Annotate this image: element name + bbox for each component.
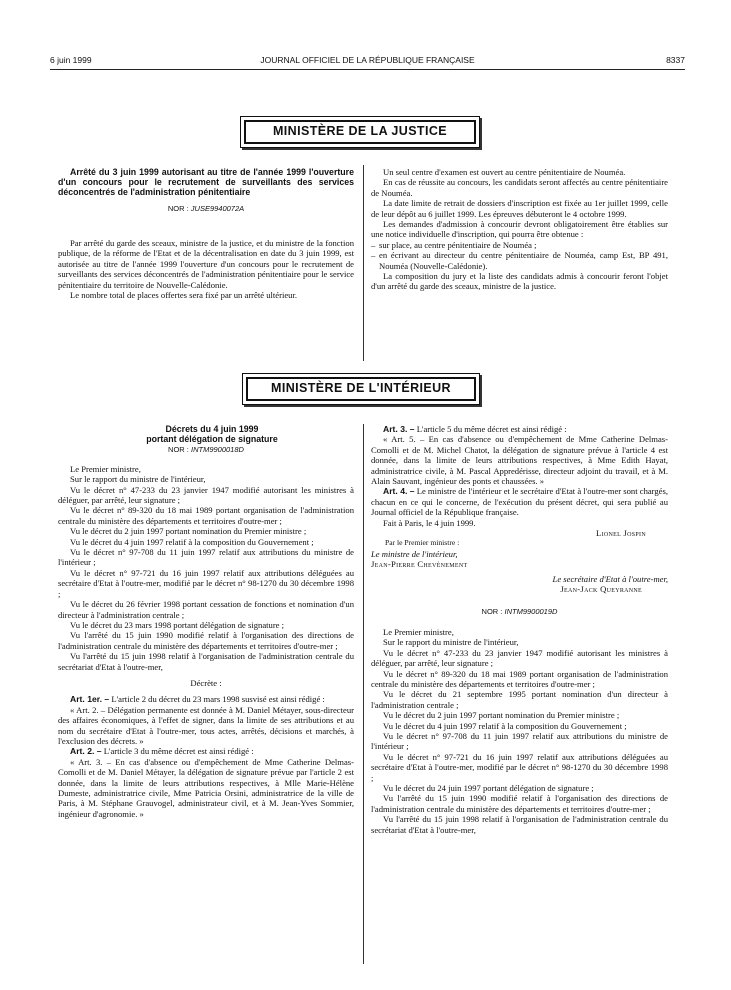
visa: Vu le décret n° 97-708 du 11 juin 1997 relatif aux attributions du ministre de l'intérieur ; [371,730,668,752]
visa: Vu le décret du 2 juin 1997 portant nomination du Premier ministre ; [70,526,307,537]
ministry-box-justice [240,116,480,148]
list-item: – sur place, au centre pénitentiaire de Nouméa ; [371,240,668,250]
visa: Vu le décret du 24 juin 1997 portant délégation de signature ; [383,783,594,793]
header-date: 6 juin 1999 [50,55,92,65]
paragraph: La date limite de retrait de dossiers d'inscription est fixée au 1er juillet 1999, celle de leur dépôt au 6 juillet 1999. Les épreuves débuteront le 4 octobre 1999. [371,198,668,219]
nor-reference [58,204,354,214]
paragraph: Par arrêté du garde des sceaux, ministre de la justice, et du ministre de la fonction publique, de la réforme de l'Etat et de la décentralisation en date du 3 juin 1999, est autorisée au titre de l'année 1999 l'ouverture d'un concours pour le recrutement de surveillants des services déconcentrés de l'administration pénitentiaire pour le service pénitentiaire du territoire de Nouvelle-Calédonie. [58,238,354,290]
visa: Le Premier ministre, [383,626,454,637]
visa: Vu le décret du 4 juin 1997 relatif à la composition du Gouvernement ; [70,536,314,547]
nor-code: INTM9900019D [504,606,558,616]
header-journal-title: JOURNAL OFFICIEL DE LA RÉPUBLIQUE FRANÇAISE [260,55,475,65]
interieur-left-column [58,424,354,819]
visa: Vu le décret n° 89-320 du 18 mai 1989 portant organisation de l'administration centrale du ministère des départements et territoires d'outre-mer ; [58,505,354,526]
visa: Vu l'arrêté du 15 juin 1990 modifié relatif à l'organisation des directions de l'administration centrale du ministère des départements et territoires d'outre-mer ; [371,793,668,814]
visa: Sur le rapport du ministre de l'intérieur, [383,637,519,648]
ministry-title-justice: MINISTÈRE DE LA JUSTICE [244,120,476,144]
visa: Sur le rapport du ministre de l'intérieur, [70,474,206,485]
column-divider [363,165,364,361]
paragraph: Le nombre total de places offertes sera fixé par un arrêté ultérieur. [70,290,297,301]
visa: Vu l'arrêté du 15 juin 1990 modifié relatif à l'organisation des directions de l'administration centrale du ministère des départements et territoires d'outre-mer ; [58,630,354,651]
decrete-heading: Décrète : [190,677,222,688]
ministry-title-interieur: MINISTÈRE DE L'INTÉRIEUR [246,377,476,401]
paragraph: Les demandes d'admission à concourir devront obligatoirement être établies sur une notice individuelle d'inscription, qui pourra être obtenue : [371,219,668,240]
article-text: L'article 2 du décret du 23 mars 1998 susvisé est ainsi rédigé : [111,694,325,705]
visa: Vu le décret du 26 février 1998 portant cessation de fonctions et nomination d'un directeur à l'administration centrale ; [58,599,354,620]
visa: Vu le décret n° 47-233 du 23 janvier 1947 modifié autorisant les ministres à déléguer, par arrêté, leur signature ; [371,647,668,669]
visa: Vu l'arrêté du 15 juin 1998 relatif à l'organisation de l'administration centrale du secrétariat d'Etat à l'outre-mer, [58,651,354,672]
article-1-quote: « Art. 2. – Délégation permanente est donnée à M. Daniel Métayer, sous-directeur des affaires économiques, à l'effet de signer, dans la limite de ses attributions et au nom du secrétaire d'Etat à l'outre-mer, tous actes, arrêtés, décisions et marchés, à l'exclusion des décrets. » [58,704,354,746]
nor-code: JUSE9940072A [190,203,245,213]
header-rule [50,69,685,70]
article-2 [58,746,354,756]
nor-label: NOR : [481,606,503,616]
visa: Vu le décret n° 89-320 du 18 mai 1989 portant organisation de l'administration centrale du ministère des départements et territoires d'outre-mer ; [371,668,668,689]
list-item: – en écrivant au directeur du centre pénitentiaire de Nouméa, camp Est, BP 491, Nouméa (Nouvelle-Calédonie). [371,250,668,271]
paragraph: La composition du jury et la liste des candidats admis à concourir feront l'objet d'un arrêté du garde des sceaux, ministre de la justice. [371,271,668,292]
article-2-quote: « Art. 3. – En cas d'absence ou d'empêchement de Mme Catherine Delmas-Comolli et de M. Daniel Métayer, la délégation de signature prévue par l'article 2 est donnée, dans la limite de leurs attributions respectives, à Mlle Marie-Hélène Dumeste, administratrice civile, Mme Patricia Orsini, administratrice de la ville de Paris, à M. Stéphane Grauvogel, administrateur civil, et à M. Jean-Yves Sommier, ingénieur d'agronomie. » [58,756,354,819]
nor-code: INTM9900018D [190,445,244,455]
article-label: Art. 3. – [383,424,415,434]
article-label: Art. 2. – [70,746,102,757]
article-label: Art. 4. – [383,486,415,497]
visa: Vu le décret du 2 juin 1997 portant nomination du Premier ministre ; [383,710,620,721]
nor-reference [58,445,354,455]
visa: Vu le décret n° 97-721 du 16 juin 1997 relatif aux attributions déléguées au secrétaire d'Etat à l'outre-mer, modifié par le décret n° 98-1270 du 30 décembre 1998 ; [58,567,354,599]
decrets-subtitle: portant délégation de signature [146,434,278,445]
article-4 [371,486,668,517]
visa: Vu l'arrêté du 15 juin 1998 relatif à l'organisation de l'administration centrale du secrétariat d'Etat à l'outre-mer, [371,814,668,835]
column-divider [363,424,364,964]
header-page-number: 8337 [666,55,685,65]
paragraph: Un seul centre d'examen est ouvert au centre pénitentiaire de Nouméa. [383,167,626,177]
visa: Le Premier ministre, [70,463,141,474]
arrete-title: Arrêté du 3 juin 1999 autorisant au titre de l'année 1999 l'ouverture d'un concours pour le recrutement de surveillants des services déconcentrés de l'administration pénitentiaire [58,167,354,198]
secretaire-etat-title: Le secrétaire d'Etat à l'outre-mer, [552,573,668,584]
visa: Vu le décret du 4 juin 1997 relatif à la composition du Gouvernement ; [383,720,627,731]
running-header [50,55,685,69]
nor-label: NOR : [167,203,189,213]
justice-left-column [58,167,354,300]
ministre-interieur-title: Le ministre de l'intérieur, [371,548,458,559]
article-1 [58,694,354,704]
fait-a-paris: Fait à Paris, le 4 juin 1999. [383,517,476,528]
visa: Vu le décret du 23 mars 1998 portant délégation de signature ; [70,619,285,630]
article-3-quote: « Art. 5. – En cas d'absence ou d'empêchement de Mme Catherine Delmas-Comolli et de M. Michel Chatot, la délégation de signature prévue à l'article 4 est donnée, dans la limite de leurs attributions respectives, à Mme Edith Hayat, administratrice civile, à M. Pascal Appredérisse, directeur adjoint du travail, et à M. Alain Sauvant, ingénieur des ponts et chaussées. » [371,434,668,487]
nor-label: NOR : [168,445,189,455]
secretaire-etat-name: Jean-Jack Queyranne [560,584,642,595]
paragraph: En cas de réussite au concours, les candidats seront affectés au centre pénitentiaire de Nouméa. [371,177,668,198]
visa: Vu le décret n° 47-233 du 23 janvier 1947 modifié autorisant les ministres à déléguer, par arrêté, leur signature ; [58,484,354,506]
decrets-title: Décrets du 4 juin 1999 [165,424,259,434]
interieur-right-column [371,424,668,835]
visa: Vu le décret n° 97-708 du 11 juin 1997 relatif aux attributions du ministre de l'intérieur ; [58,547,354,568]
justice-right-column [371,167,668,292]
signature-premier-ministre: Lionel Jospin [596,528,646,539]
article-text: L'article 3 du même décret est ainsi rédigé : [103,746,254,757]
ministry-box-interieur [242,373,480,405]
visa: Vu le décret du 21 septembre 1995 portant nomination d'un directeur à l'administration centrale ; [371,689,668,710]
ministre-interieur-name: Jean-Pierre Chevènement [371,559,468,570]
article-label: Art. 1er. – [70,694,110,705]
article-3 [371,424,668,434]
par-le-premier-ministre: Par le Premier ministre : [385,538,460,548]
article-text: L'article 5 du même décret est ainsi rédigé : [416,424,567,434]
nor-reference [371,607,668,617]
article-text: Le ministre de l'intérieur et le secrétaire d'Etat à l'outre-mer sont chargés, chacun en ce qui le concerne, de l'exécution du présent décret, qui sera publié au Journal officiel de la République française. [371,486,668,518]
visa: Vu le décret n° 97-721 du 16 juin 1997 relatif aux attributions déléguées au secrétaire d'Etat à l'outre-mer, modifié par le décret n° 98-1270 du 30 décembre 1998 ; [371,751,668,783]
